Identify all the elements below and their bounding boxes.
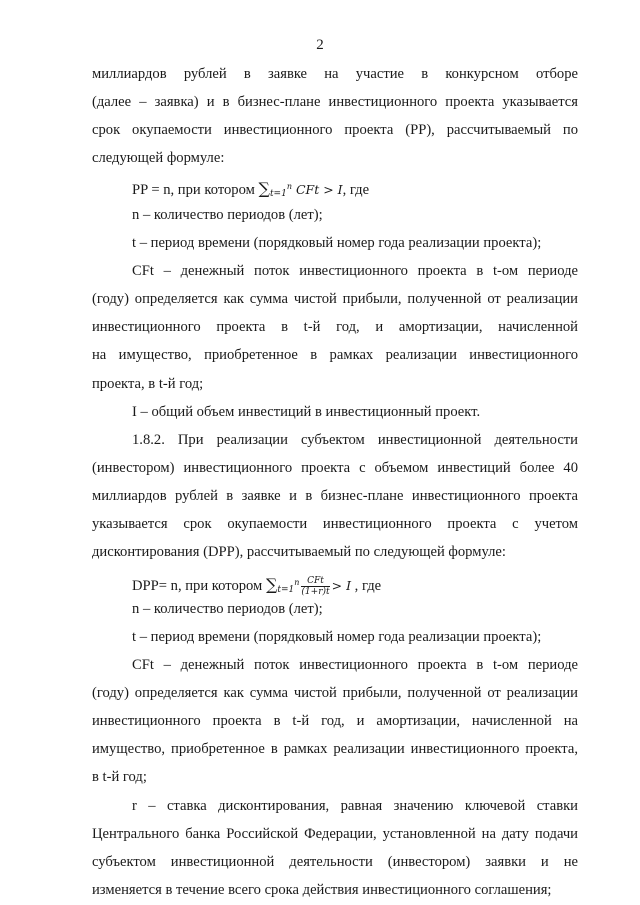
fraction-numerator: CFt <box>301 576 329 587</box>
text-line: CFt – денежный поток инвестиционного проекта в t-ом периоде <box>132 657 578 673</box>
text-line: указывается срок окупаемости инвестиционного проекта с учетом <box>92 516 578 532</box>
text-line: 1.8.2. При реализации субъектом инвестиционной деятельности <box>132 432 578 448</box>
fraction-denominator: (1+r)t <box>301 587 330 598</box>
text-line: (году) определяется как сумма чистой прибыли, полученной от реализации <box>92 685 578 701</box>
sigma-symbol: ∑ <box>258 179 270 199</box>
page-number: 2 <box>316 37 324 53</box>
formula-dpp-math <box>265 575 352 598</box>
formula-dpp-suffix: , где <box>351 578 382 595</box>
text-line: имущество, приобретенное в рамках реализации инвестиционного проекта, <box>92 741 578 757</box>
formula-pp <box>132 177 578 200</box>
text-line: t – период времени (порядковый номер года реализации проекта); <box>132 629 542 645</box>
formula-pp-prefix: PP = n, при котором <box>132 182 259 199</box>
formula-dpp-expr: > I <box>331 578 352 594</box>
text-line: субъектом инвестиционной деятельности (инвестором) заявки и не <box>92 854 578 870</box>
text-line: проекта, в t-й год; <box>92 376 204 392</box>
text-line: миллиардов рублей в заявке на участие в конкурсном отборе <box>92 66 578 82</box>
sigma-upper: n <box>294 578 300 587</box>
formula-pp-suffix: , где <box>342 182 370 199</box>
formula-dpp-prefix: DPP= n, при котором <box>132 578 266 595</box>
text-line: на имущество, приобретенное в рамках реализации инвестиционного <box>92 347 578 363</box>
text-line: n – количество периодов (лет); <box>132 207 323 223</box>
text-line: инвестиционного проекта в t-й год, и амортизации, начисленной <box>92 319 578 335</box>
sigma-lower: t=1 <box>269 189 287 200</box>
text-line: инвестиционного проекта в t-й год, и амортизации, начисленной на <box>92 713 578 729</box>
formula-pp-math <box>258 179 343 200</box>
text-line: (году) определяется как сумма чистой прибыли, полученной от реализации <box>92 291 578 307</box>
sigma-lower: t=1 <box>277 585 295 596</box>
sigma-symbol: ∑ <box>265 575 278 595</box>
text-line: (далее – заявка) и в бизнес-плане инвестиционного проекта указывается <box>92 94 578 110</box>
formula-dpp-fraction <box>301 576 329 597</box>
text-line: срок окупаемости инвестиционного проекта (PP), рассчитываемый по <box>92 122 578 138</box>
sigma-upper: n <box>286 182 292 191</box>
text-line: следующей формуле: <box>92 150 225 166</box>
text-line: r – ставка дисконтирования, равная значению ключевой ставки <box>132 798 578 814</box>
text-line: I – общий объем инвестиций в инвестиционный проект. <box>132 404 481 420</box>
text-line: n – количество периодов (лет); <box>132 601 323 617</box>
text-line: миллиардов рублей в заявке и в бизнес-плане инвестиционного проекта <box>92 488 578 504</box>
text-line: (инвестором) инвестиционного проекта с объемом инвестиций более 40 <box>92 460 578 476</box>
text-line: изменяется в течение всего срока действия инвестиционного соглашения; <box>92 882 552 898</box>
formula-dpp <box>132 570 578 596</box>
text-line: Центрального банка Российской Федерации, установленной на дату подачи <box>92 826 578 842</box>
formula-pp-expr: CFt > I <box>295 182 343 198</box>
text-line: в t-й год; <box>92 769 147 785</box>
text-line: дисконтирования (DPP), рассчитываемый по следующей формуле: <box>92 544 506 560</box>
text-line: t – период времени (порядковый номер года реализации проекта); <box>132 235 542 251</box>
text-line: CFt – денежный поток инвестиционного проекта в t-ом периоде <box>132 263 578 279</box>
